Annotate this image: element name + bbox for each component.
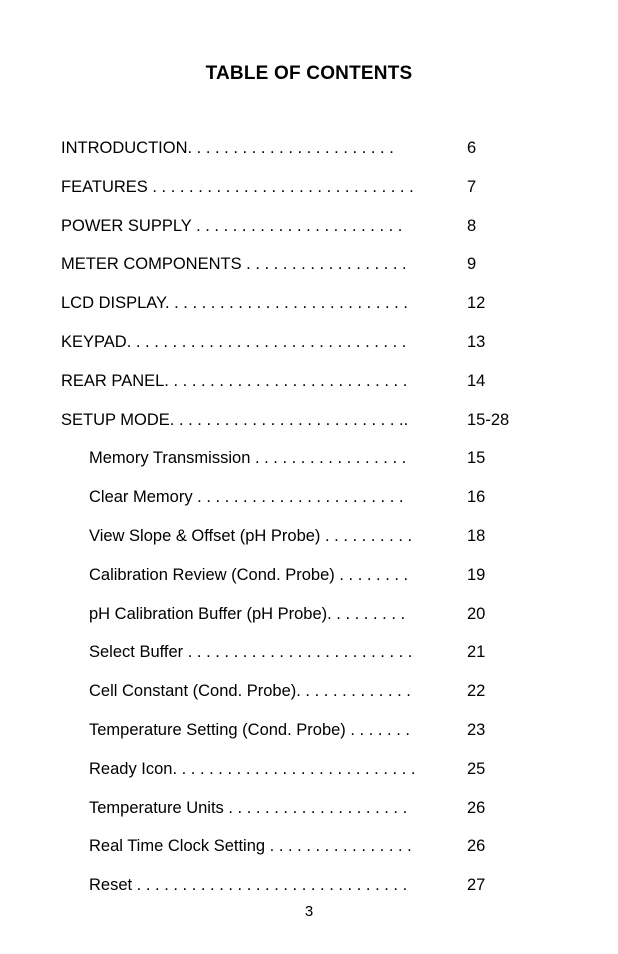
toc-subentry-view-slope-offset — [0, 526, 618, 565]
toc-entry-rear-panel — [0, 371, 618, 410]
toc-entry-label: SETUP MODE. . . . . . . . . . . . . . . . . . . . . . . . . .. — [61, 410, 409, 429]
toc-entry-label: Real Time Clock Setting . . . . . . . . . . . . . . . . — [89, 837, 412, 856]
toc-entry-label: Clear Memory . . . . . . . . . . . . . . . . . . . . . . . — [89, 488, 404, 507]
toc-entry-power-supply — [0, 216, 618, 255]
toc-entry-page: 13 — [467, 332, 486, 351]
toc-entry-keypad — [0, 332, 618, 371]
toc-entry-label: Calibration Review (Cond. Probe) . . . . . . . . — [89, 565, 409, 584]
toc-entry-page: 19 — [467, 565, 486, 584]
toc-subentry-ph-calibration-buffer — [0, 604, 618, 643]
toc-entry-label: METER COMPONENTS . . . . . . . . . . . . . . . . . . — [61, 255, 407, 274]
page-number: 3 — [304, 903, 314, 920]
toc-entry-page: 25 — [467, 759, 486, 778]
toc-entry-meter-components — [0, 254, 618, 293]
toc-entry-page: 6 — [467, 139, 477, 157]
toc-entry-label: LCD DISPLAY. . . . . . . . . . . . . . . . . . . . . . . . . . . — [61, 294, 408, 313]
toc-entry-label: pH Calibration Buffer (pH Probe). . . . . . . . . — [89, 604, 406, 623]
toc-entry-page: 15 — [467, 449, 486, 468]
toc-entry-page: 23 — [467, 720, 486, 739]
toc-entry-page: 20 — [467, 604, 486, 623]
page-title: TABLE OF CONTENTS — [205, 63, 413, 84]
toc-subentry-clear-memory — [0, 487, 618, 526]
toc-entry-page: 26 — [467, 798, 486, 817]
toc-entry-page: 21 — [467, 643, 486, 662]
toc-subentry-temperature-units — [0, 798, 618, 837]
toc-entry-label: POWER SUPPLY . . . . . . . . . . . . . . . . . . . . . . . — [61, 216, 403, 235]
toc-entry-label: Ready Icon. . . . . . . . . . . . . . . . . . . . . . . . . . . — [89, 759, 416, 778]
toc-entry-page: 18 — [467, 526, 486, 545]
toc-entry-label: Temperature Units . . . . . . . . . . . . . . . . . . . . — [89, 798, 408, 817]
toc-entry-page: 22 — [467, 682, 486, 701]
toc-entry-page: 14 — [467, 371, 486, 390]
toc-subentry-calibration-review — [0, 565, 618, 604]
toc-subentry-temperature-setting — [0, 720, 618, 759]
toc-entry-introduction — [0, 138, 618, 177]
toc-entry-label: FEATURES . . . . . . . . . . . . . . . . . . . . . . . . . . . . . — [61, 177, 414, 196]
toc-subentry-cell-constant — [0, 681, 618, 720]
toc-entry-label: KEYPAD. . . . . . . . . . . . . . . . . . . . . . . . . . . . . . . — [61, 332, 407, 351]
toc-entry-label: Cell Constant (Cond. Probe). . . . . . . . . . . . . — [89, 682, 411, 701]
toc-entry-setup-mode — [0, 410, 618, 449]
toc-entry-label: Memory Transmission . . . . . . . . . . . . . . . . . — [89, 449, 407, 468]
toc-entry-lcd-display — [0, 293, 618, 332]
toc-entry-page: 16 — [467, 488, 486, 507]
toc-entry-page: 27 — [467, 876, 486, 895]
toc-entry-label: REAR PANEL. . . . . . . . . . . . . . . . . . . . . . . . . . . — [61, 371, 408, 390]
toc-entry-label: Temperature Setting (Cond. Probe) . . . . . . . — [89, 720, 410, 739]
table-of-contents — [0, 138, 618, 914]
toc-entry-label: Select Buffer . . . . . . . . . . . . . . . . . . . . . . . . . — [89, 643, 413, 662]
toc-entry-page: 9 — [467, 255, 477, 274]
toc-entry-page: 8 — [467, 216, 477, 235]
toc-entry-label: INTRODUCTION. . . . . . . . . . . . . . . . . . . . . . . — [61, 139, 394, 157]
toc-entry-label: Reset . . . . . . . . . . . . . . . . . . . . . . . . . . . . . . — [89, 876, 408, 895]
toc-subentry-memory-transmission — [0, 448, 618, 487]
toc-entry-page: 15-28 — [467, 410, 510, 429]
toc-entry-label: View Slope & Offset (pH Probe) . . . . . . . . . . — [89, 526, 413, 545]
toc-subentry-select-buffer — [0, 642, 618, 681]
toc-entry-page: 7 — [467, 177, 477, 196]
toc-entry-features — [0, 177, 618, 216]
toc-subentry-ready-icon — [0, 759, 618, 798]
toc-entry-page: 26 — [467, 837, 486, 856]
toc-subentry-real-time-clock — [0, 836, 618, 875]
toc-entry-page: 12 — [467, 294, 486, 313]
